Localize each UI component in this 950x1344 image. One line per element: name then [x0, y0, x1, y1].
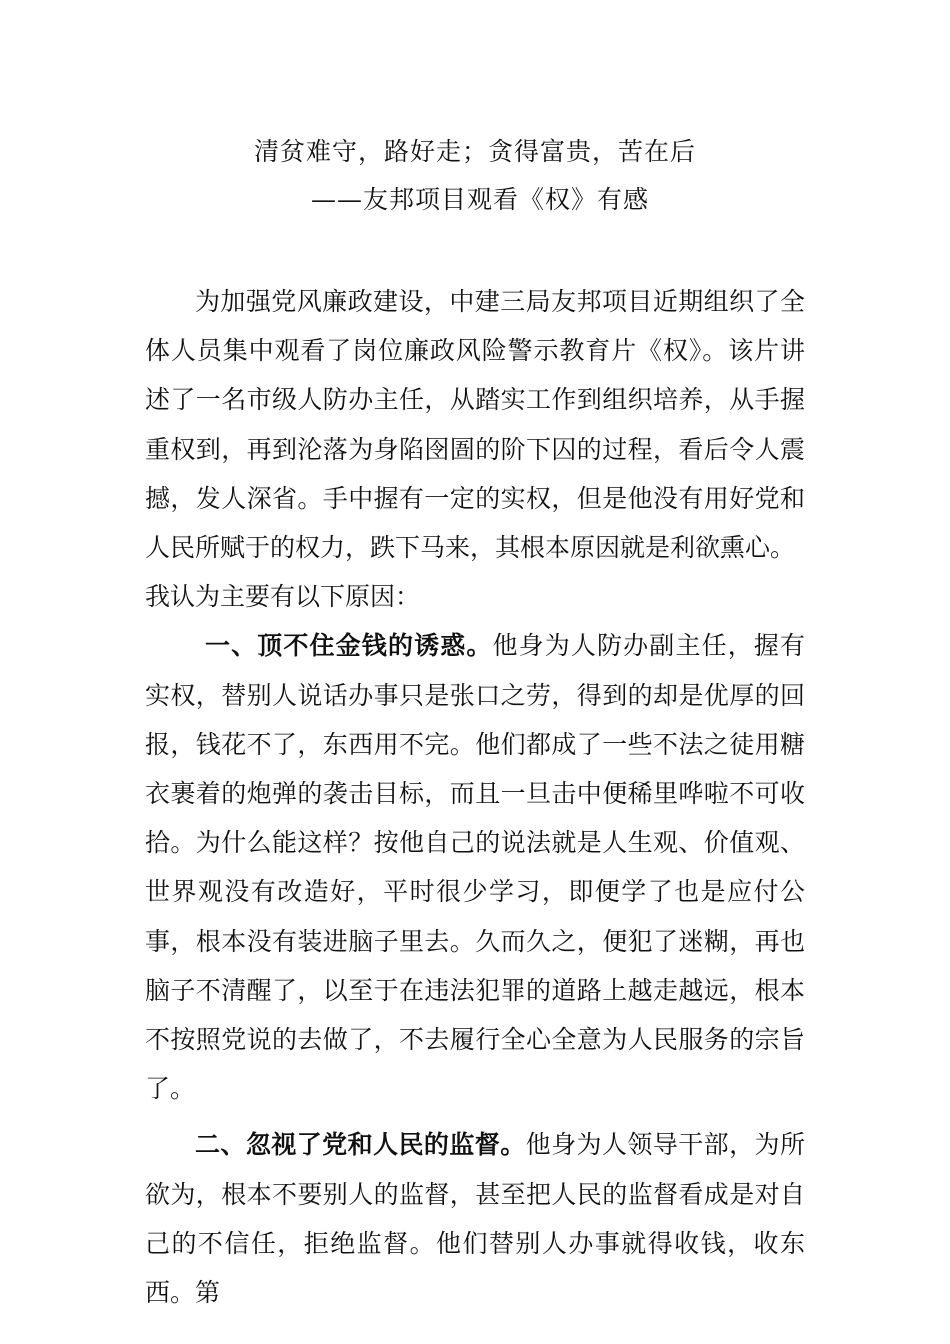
- point-one-heading: 一、顶不住金钱的诱惑。: [205, 631, 493, 661]
- intro-paragraph: 为加强党风廉政建设，中建三局友邦项目近期组织了全体人员集中观看了岗位廉政风险警示教育片《权》。该片讲述了一名市级人防办主任，从踏实工作到组织培养，从手握重权到，再到沦落为身陷囹圄的阶下囚的过程，看后令人震撼，发人深省。手中握有一定的实权，但是他没有用好党和人民所赋于的权力，跌下马来，其根本原因就是利欲熏心。: [145, 287, 805, 563]
- point-two-heading: 二、忽视了党和人民的监督。: [195, 1130, 526, 1160]
- title-block: [0, 128, 950, 224]
- point-two-paragraph: [145, 1120, 805, 1317]
- point-one-text: 他身为人防办副主任，握有实权，替别人说话办事只是张口之劳，得到的却是优厚的回报，钱花不了，东西用不完。他们都成了一些不法之徒用糖衣裹着的炮弹的袭击目标，而且一旦击中便稀里哗啦不可收拾。为什么能这样？按他自己的说法就是人生观、价值观、世界观没有改造好，平时很少学习，即便学了也是应付公事，根本没有装进脑子里去。久而久之，便犯了迷糊，再也脑子不清醒了，以至于在违法犯罪的道路上越走越远，根本不按照党说的去做了，不去履行全心全意为人民服务的宗旨了。: [145, 631, 805, 1104]
- reasons-intro: 我认为主要有以下原因：: [145, 582, 421, 612]
- point-one-paragraph: [145, 621, 805, 1113]
- point-two-text: 他身为人领导干部，为所欲为，根本不要别人的监督，甚至把人民的监督看成是对自己的不信任，拒绝监督。他们替别人办事就得收钱，收东西。第: [145, 1130, 805, 1308]
- document-subtitle: ——友邦项目观看《权》有感: [310, 185, 649, 214]
- document-title: 清贫难守，路好走；贪得富贵，苦在后: [253, 137, 696, 166]
- document-body: [145, 277, 805, 1317]
